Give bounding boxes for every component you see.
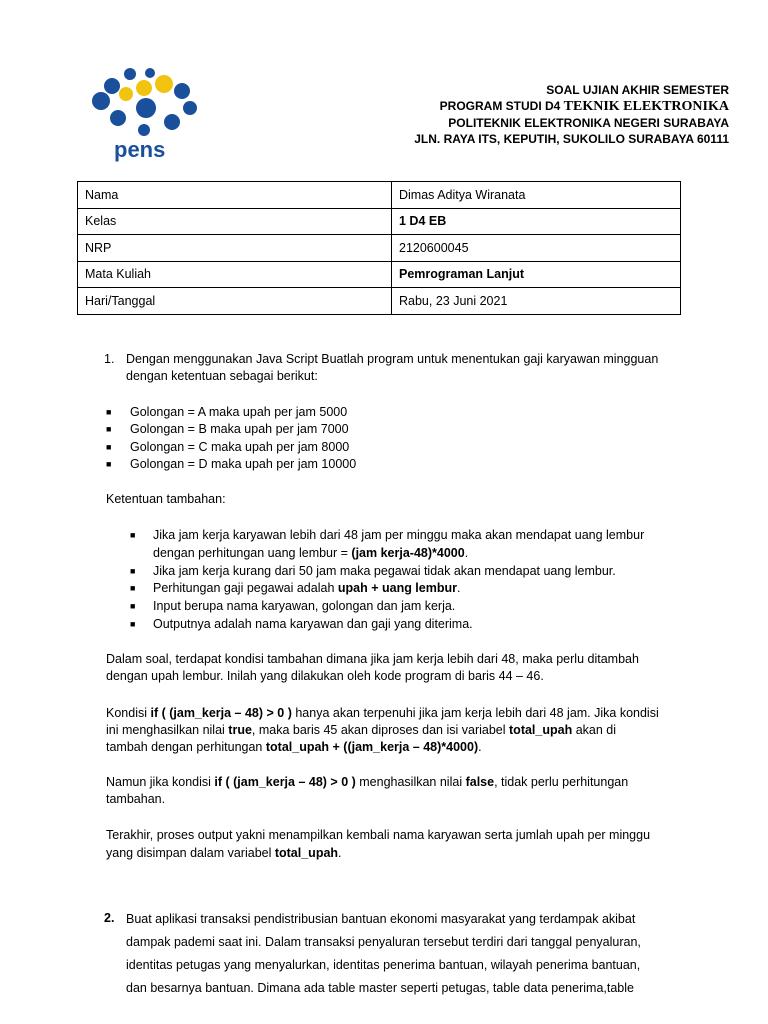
info-value: 2120600045 (392, 235, 681, 262)
table-row (78, 261, 681, 288)
paragraph-line: ini menghasilkan nilai true, maka baris 45 akan diproses dan isi variabel total_upah akan di (106, 723, 616, 737)
info-label: Mata Kuliah (78, 261, 392, 288)
list-item: Golongan = A maka upah per jam 5000 (130, 405, 348, 419)
info-value: Dimas Aditya Wiranata (392, 182, 681, 209)
student-info-table (77, 181, 681, 315)
list-item: Golongan = C maka upah per jam 8000 (130, 440, 350, 454)
question-number: 2. (104, 911, 115, 925)
bullet-icon: ■ (106, 424, 112, 434)
info-label: NRP (78, 235, 392, 262)
paragraph-line: Namun jika kondisi if ( (jam_kerja – 48) > 0 ) menghasilkan nilai false, tidak perlu perhitungan (106, 775, 629, 789)
header-institution: POLITEKNIK ELEKTRONIKA NEGERI SURABAYA (448, 116, 729, 130)
table-row (78, 208, 681, 235)
bullet-icon: ■ (130, 583, 136, 593)
paragraph-line: Terakhir, proses output yakni menampilkan kembali nama karyawan serta jumlah upah per minggu (106, 828, 651, 842)
list-item: Golongan = D maka upah per jam 10000 (130, 457, 357, 471)
pens-logo (90, 64, 198, 162)
paragraph-line: tambahan. (106, 792, 166, 806)
question-text-line: dampak pademi saat ini. Dalam transaksi penyaluran tersebut terdiri dari tanggal penyaluran, (126, 935, 641, 949)
header-program-name: TEKNIK ELEKTRONIKA (563, 99, 729, 114)
question-text-line: dengan ketentuan sebagai berikut: (126, 369, 318, 383)
bullet-icon: ■ (106, 459, 112, 469)
bullet-icon: ■ (106, 442, 112, 452)
tambahan-heading: Ketentuan tambahan: (106, 492, 226, 506)
paragraph-line: Dalam soal, terdapat kondisi tambahan dimana jika jam kerja lebih dari 48, maka perlu ditambah (106, 652, 639, 666)
info-label: Hari/Tanggal (78, 288, 392, 315)
question-text-line: Dengan menggunakan Java Script Buatlah program untuk menentukan gaji karyawan mingguan (126, 352, 659, 366)
table-row (78, 235, 681, 262)
logo-mark (92, 68, 197, 136)
bullet-icon: ■ (130, 566, 136, 576)
question-text-line: dan besarnya bantuan. Dimana ada table master seperti petugas, table data penerima,table (126, 981, 634, 995)
info-value: Rabu, 23 Juni 2021 (392, 288, 681, 315)
info-label: Kelas (78, 208, 392, 235)
list-item: Input berupa nama karyawan, golongan dan jam kerja. (153, 599, 456, 613)
table-row (78, 182, 681, 209)
header-exam-title: SOAL UJIAN AKHIR SEMESTER (546, 83, 729, 97)
paragraph-line: Kondisi if ( (jam_kerja – 48) > 0 ) hanya akan terpenuhi jika jam kerja lebih dari 48 jam. Jika kondisi (106, 706, 659, 720)
bullet-icon: ■ (130, 601, 136, 611)
info-value: 1 D4 EB (392, 208, 681, 235)
overtime-formula: (jam kerja-48)*4000 (351, 546, 465, 560)
logo-text: pens (114, 137, 166, 162)
document-header (414, 82, 729, 147)
header-address: JLN. RAYA ITS, KEPUTIH, SUKOLILO SURABAYA 60111 (414, 132, 729, 146)
question-number: 1. (104, 352, 115, 366)
list-item: Jika jam kerja kurang dari 50 jam maka pegawai tidak akan mendapat uang lembur. (153, 564, 616, 578)
bullet-icon: ■ (130, 619, 136, 629)
paragraph-line: yang disimpan dalam variabel total_upah. (106, 846, 342, 860)
paragraph-line: tambah dengan perhitungan total_upah + ((jam_kerja – 48)*4000). (106, 740, 482, 754)
info-label: Nama (78, 182, 392, 209)
table-row (78, 288, 681, 315)
list-item: Golongan = B maka upah per jam 7000 (130, 422, 349, 436)
header-program: PROGRAM STUDI D4 TEKNIK ELEKTRONIKA (439, 99, 729, 114)
question-text-line: identitas petugas yang menyalurkan, identitas penerima bantuan, wilayah penerima bantuan, (126, 958, 641, 972)
list-item: Perhitungan gaji pegawai adalah upah + uang lembur. (153, 581, 461, 595)
bullet-icon: ■ (130, 530, 136, 540)
question-text-line: Buat aplikasi transaksi pendistribusian bantuan ekonomi masyarakat yang terdampak akibat (126, 912, 636, 926)
list-item: Jika jam kerja karyawan lebih dari 48 jam per minggu maka akan mendapat uang lembur (153, 528, 645, 542)
info-value: Pemrograman Lanjut (392, 261, 681, 288)
list-item-continuation: dengan perhitungan uang lembur = (jam kerja-48)*4000. (153, 546, 469, 560)
list-item: Outputnya adalah nama karyawan dan gaji yang diterima. (153, 617, 473, 631)
paragraph-line: dengan upah lembur. Inilah yang dilakukan oleh kode program di baris 44 – 46. (106, 669, 544, 683)
bullet-icon: ■ (106, 407, 112, 417)
